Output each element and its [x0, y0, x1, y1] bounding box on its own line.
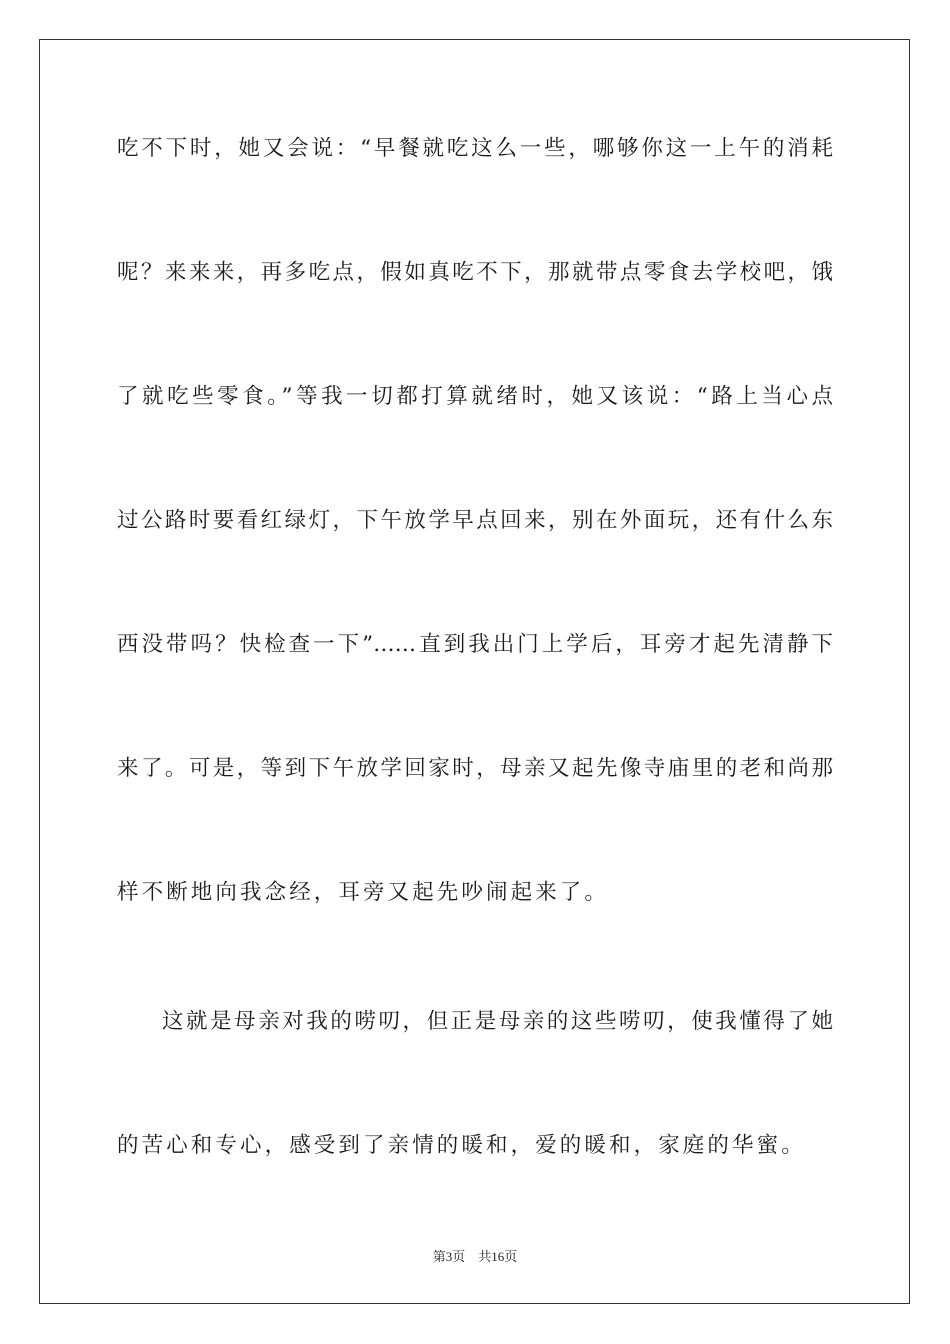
page-border: [39, 39, 910, 1304]
text-line: 了就吃些零食。”等我一切都打算就绪时，她又该说：“路上当心点: [117, 384, 833, 409]
text-line: 吃不下时，她又会说：“早餐就吃这么一些，哪够你这一上午的消耗: [117, 136, 833, 161]
text-line: 的苦心和专心，感受到了亲情的暖和，爱的暖和，家庭的华蜜。: [117, 1133, 806, 1158]
text-line: 呢？来来来，再多吃点，假如真吃不下，那就带点零食去学校吧，饿: [117, 260, 833, 285]
text-line: 来了。可是，等到下午放学回家时，母亲又起先像寺庙里的老和尚那: [117, 756, 833, 781]
text-line: 过公路时要看红绿灯，下午放学早点回来，别在外面玩，还有什么东: [117, 508, 833, 533]
text-line: 样不断地向我念经，耳旁又起先吵闹起来了。: [117, 880, 610, 905]
page-number: 第3页 共16页: [432, 1249, 518, 1264]
text-line: 西没带吗？快检查一下”……直到我出门上学后，耳旁才起先清静下: [117, 632, 833, 657]
paragraph-first-line: 这就是母亲对我的唠叨，但正是母亲的这些唠叨，使我懂得了她: [162, 1009, 833, 1034]
